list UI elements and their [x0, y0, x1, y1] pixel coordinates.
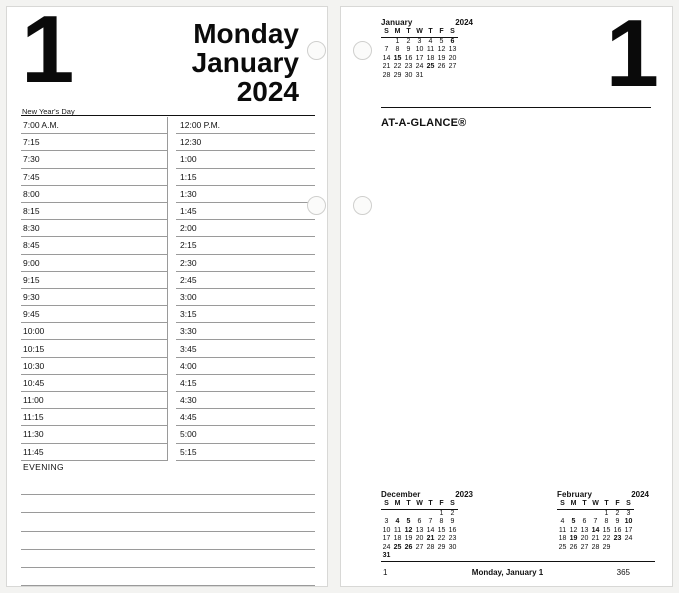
mini-cal-weekday: F [612, 500, 623, 509]
mini-cal-day [381, 509, 392, 518]
mini-cal-day[interactable]: 5 [406, 518, 411, 526]
notes-lines [21, 477, 315, 593]
appointment-slot-morning[interactable] [21, 272, 167, 289]
mini-cal-weekday: S [447, 28, 458, 37]
mini-cal-day[interactable]: 26 [569, 543, 578, 551]
mini-calendar-december [381, 491, 473, 560]
mini-cal-day[interactable]: 11 [393, 526, 402, 534]
mini-cal-day[interactable]: 6 [450, 37, 455, 45]
mini-cal-day[interactable]: 14 [426, 526, 435, 534]
mini-cal-day[interactable]: 15 [393, 54, 402, 62]
mini-cal-day[interactable]: 12 [437, 46, 446, 54]
mini-cal-day[interactable]: 2 [615, 509, 620, 517]
mini-cal-week [557, 527, 634, 535]
mini-cal-day[interactable]: 26 [437, 63, 446, 71]
appointment-slot-morning[interactable] [21, 426, 167, 443]
time-label: 5:00 [180, 429, 197, 440]
mini-calendar-february [557, 491, 649, 552]
mini-cal-week [381, 527, 458, 535]
time-label: 8:45 [23, 240, 40, 251]
date-heading [192, 19, 299, 106]
appointment-slot-morning[interactable] [21, 220, 167, 237]
appointment-slot-afternoon[interactable] [176, 117, 315, 134]
mini-cal-weekday: F [436, 500, 447, 509]
mini-cal-day[interactable]: 20 [448, 54, 457, 62]
mini-cal-day[interactable]: 14 [382, 54, 391, 62]
mini-cal-day [436, 552, 447, 560]
appointment-slot-afternoon[interactable] [176, 392, 315, 409]
mini-cal-day [403, 552, 414, 560]
mini-cal-day[interactable]: 1 [439, 509, 444, 517]
mini-cal-day[interactable]: 20 [415, 535, 424, 543]
mini-cal-day[interactable]: 27 [448, 63, 457, 71]
mini-calendar-january [381, 19, 473, 80]
time-label: 1:00 [180, 154, 197, 165]
mini-cal-day[interactable]: 21 [591, 535, 600, 543]
brand-divider [381, 107, 651, 108]
afternoon-column [168, 117, 315, 461]
time-label: 1:45 [180, 206, 197, 217]
mini-cal-day[interactable]: 9 [406, 46, 411, 54]
note-line[interactable] [21, 495, 315, 513]
appointment-slot-morning[interactable] [21, 289, 167, 306]
mini-cal-day[interactable]: 13 [415, 526, 424, 534]
appointment-slot-afternoon[interactable] [176, 203, 315, 220]
mini-cal-day[interactable]: 24 [382, 543, 391, 551]
footer-day-of-year: 365 [616, 568, 630, 577]
time-label: 4:15 [180, 377, 197, 388]
time-label: 10:15 [23, 343, 45, 354]
month-label: January [191, 47, 299, 79]
appointment-slot-afternoon[interactable] [176, 426, 315, 443]
mini-cal-day[interactable]: 28 [382, 71, 391, 79]
mini-cal-day [425, 72, 436, 80]
mini-cal-day[interactable]: 21 [382, 63, 391, 71]
appointment-slot-morning[interactable] [21, 358, 167, 375]
mini-cal-day [447, 72, 458, 80]
appointment-slot-morning[interactable] [21, 340, 167, 357]
mini-cal-week [557, 509, 634, 518]
punch-hole-icon [353, 196, 372, 215]
appointment-slot-afternoon[interactable] [176, 255, 315, 272]
time-label: 11:45 [23, 446, 44, 457]
mini-cal-day[interactable]: 7 [428, 518, 433, 526]
mini-cal-day[interactable]: 21 [426, 535, 435, 543]
time-label: 2:45 [180, 274, 197, 285]
mini-cal-day[interactable]: 27 [415, 543, 424, 551]
mini-cal-day[interactable]: 23 [613, 535, 622, 543]
mini-cal-day[interactable]: 8 [439, 518, 444, 526]
mini-cal-day[interactable]: 29 [602, 543, 611, 551]
appointment-slot-morning[interactable] [21, 151, 167, 168]
mini-cal-day [414, 509, 425, 518]
appointment-slot-morning[interactable] [21, 237, 167, 254]
time-label: 3:30 [180, 326, 197, 337]
mini-cal-day[interactable]: 14 [591, 526, 600, 534]
mini-cal-day[interactable]: 11 [558, 526, 567, 534]
mini-cal-weekday: W [414, 28, 425, 37]
time-label: 10:00 [23, 326, 45, 337]
mini-cal-day[interactable]: 22 [437, 535, 446, 543]
mini-cal-day[interactable]: 9 [615, 518, 620, 526]
appointment-slot-afternoon[interactable] [176, 323, 315, 340]
appointment-slot-morning[interactable] [21, 134, 167, 151]
time-label: 7:45 [23, 171, 40, 182]
mini-cal-week [557, 535, 634, 543]
mini-cal-week [381, 55, 458, 63]
time-label: 8:30 [23, 223, 40, 234]
mini-cal-day[interactable]: 6 [582, 518, 587, 526]
mini-cal-weekday: M [568, 500, 579, 509]
mini-cal-day[interactable]: 25 [393, 543, 402, 551]
time-label: 12:00 P.M. [180, 120, 221, 131]
footer-page-number: 1 [383, 568, 388, 577]
appointment-slot-afternoon[interactable] [176, 237, 315, 254]
appointment-slot-morning[interactable] [21, 409, 167, 426]
mini-cal-day [425, 552, 436, 560]
mini-cal-day [623, 544, 634, 552]
mini-cal-day[interactable]: 12 [404, 526, 413, 534]
mini-cal-day[interactable]: 8 [395, 46, 400, 54]
appointment-slot-morning[interactable] [21, 375, 167, 392]
mini-cal-day[interactable]: 30 [448, 543, 457, 551]
mini-cal-day[interactable]: 19 [404, 535, 413, 543]
mini-cal-day[interactable]: 26 [404, 543, 413, 551]
mini-cal-weekday: M [392, 500, 403, 509]
mini-cal-day [381, 37, 392, 46]
mini-cal-day [557, 509, 568, 518]
time-label: 12:30 [180, 137, 202, 148]
mini-cal-day[interactable]: 1 [395, 37, 400, 45]
mini-cal-day[interactable]: 19 [569, 535, 578, 543]
mini-cal-day[interactable]: 25 [426, 63, 435, 71]
time-label: 4:30 [180, 395, 197, 406]
mini-cal-weekday: T [601, 500, 612, 509]
mini-cal-day [414, 552, 425, 560]
time-label: 11:00 [23, 395, 44, 406]
mini-cal-weekday: W [414, 500, 425, 509]
mini-cal-day[interactable]: 11 [426, 46, 435, 54]
time-label: 7:00 A.M. [23, 120, 59, 131]
appointment-slot-afternoon[interactable] [176, 409, 315, 426]
time-label: 9:30 [23, 291, 40, 302]
mini-cal-day[interactable]: 12 [569, 526, 578, 534]
day-number-right: 1 [605, 0, 654, 107]
mini-cal-day[interactable]: 13 [580, 526, 589, 534]
mini-cal-day[interactable]: 30 [404, 71, 413, 79]
day-number-left: 1 [21, 0, 70, 103]
time-label: 9:45 [23, 309, 40, 320]
time-label: 10:30 [23, 360, 45, 371]
time-label: 11:30 [23, 429, 44, 440]
mini-cal-day[interactable]: 16 [613, 526, 622, 534]
mini-cal-week [381, 46, 458, 54]
mini-cal-day [579, 509, 590, 518]
mini-cal-day [436, 72, 447, 80]
time-label: 1:15 [180, 171, 197, 182]
mini-cal-year: 2024 [455, 18, 473, 27]
mini-cal-day[interactable]: 6 [417, 518, 422, 526]
footer-divider [381, 561, 655, 562]
evening-label: EVENING [23, 462, 65, 472]
mini-cal-day[interactable]: 5 [571, 518, 576, 526]
appointment-slot-morning[interactable] [21, 255, 167, 272]
mini-cal-day[interactable]: 22 [602, 535, 611, 543]
mini-cal-day[interactable]: 4 [395, 518, 400, 526]
mini-cal-day[interactable]: 8 [604, 518, 609, 526]
mini-cal-year: 2023 [455, 490, 473, 499]
mini-cal-day[interactable]: 18 [393, 535, 402, 543]
mini-cal-weekday: M [392, 28, 403, 37]
mini-cal-day[interactable]: 17 [415, 54, 424, 62]
mini-cal-month: February [557, 490, 593, 499]
time-label: 3:00 [180, 291, 197, 302]
note-line[interactable] [21, 532, 315, 550]
appointment-slot-afternoon[interactable] [176, 375, 315, 392]
mini-cal-weekday: T [403, 28, 414, 37]
time-label: 9:00 [23, 257, 40, 268]
mini-cal-day [403, 509, 414, 518]
appointment-slot-afternoon[interactable] [176, 358, 315, 375]
mini-cal-day[interactable]: 1 [604, 509, 609, 517]
appointment-slot-morning[interactable] [21, 444, 167, 461]
mini-cal-weekday: S [557, 500, 568, 509]
appointment-slot-morning[interactable] [21, 306, 167, 323]
punch-hole-icon [307, 41, 326, 60]
note-line[interactable] [21, 477, 315, 495]
time-label: 11:15 [23, 412, 44, 423]
appointment-slot-afternoon[interactable] [176, 151, 315, 168]
punch-hole-icon [353, 41, 372, 60]
mini-cal-day[interactable]: 13 [448, 46, 457, 54]
appointment-slot-afternoon[interactable] [176, 272, 315, 289]
mini-cal-day[interactable]: 17 [624, 526, 633, 534]
mini-cal-week [381, 518, 458, 526]
time-label: 7:30 [23, 154, 40, 165]
mini-cal-day [425, 509, 436, 518]
mini-cal-weekday: W [590, 500, 601, 509]
appointment-slot-afternoon[interactable] [176, 220, 315, 237]
punch-hole-icon [307, 196, 326, 215]
time-label: 7:15 [23, 137, 40, 148]
holiday-label: New Year's Day [22, 107, 75, 116]
appointment-slot-morning[interactable] [21, 186, 167, 203]
appointment-slot-morning[interactable] [21, 203, 167, 220]
mini-cal-weekday: T [425, 28, 436, 37]
note-line[interactable] [21, 568, 315, 586]
mini-cal-day [590, 509, 601, 518]
footer-date: Monday, January 1 [471, 568, 544, 577]
appointment-slot-afternoon[interactable] [176, 289, 315, 306]
year-label: 2024 [236, 76, 299, 108]
mini-cal-day[interactable]: 28 [591, 543, 600, 551]
time-label: 10:45 [23, 377, 45, 388]
mini-cal-day[interactable]: 4 [560, 518, 565, 526]
time-label: 4:00 [180, 360, 197, 371]
appointment-slot-morning[interactable] [21, 117, 167, 134]
mini-cal-day[interactable]: 19 [437, 54, 446, 62]
brand-logo: AT-A-GLANCE® [381, 117, 467, 129]
mini-cal-day[interactable]: 7 [593, 518, 598, 526]
appointment-slot-afternoon[interactable] [176, 306, 315, 323]
note-line[interactable] [21, 513, 315, 531]
mini-cal-month: December [381, 490, 421, 499]
mini-cal-day[interactable]: 29 [393, 71, 402, 79]
mini-cal-day[interactable]: 5 [439, 37, 444, 45]
mini-cal-day [392, 552, 403, 560]
mini-cal-year: 2024 [631, 490, 649, 499]
mini-cal-day [568, 509, 579, 518]
mini-cal-day[interactable]: 2 [406, 37, 411, 45]
mini-cal-day[interactable]: 7 [384, 46, 389, 54]
mini-cal-weekday: T [425, 500, 436, 509]
mini-cal-day[interactable]: 29 [437, 543, 446, 551]
mini-cal-week [557, 544, 634, 552]
morning-column [21, 117, 168, 461]
mini-cal-weekday: S [623, 500, 634, 509]
mini-cal-week [381, 63, 458, 71]
mini-cal-week [381, 544, 458, 552]
mini-cal-day[interactable]: 18 [558, 535, 567, 543]
appointment-slot-morning[interactable] [21, 392, 167, 409]
mini-cal-month: January [381, 18, 413, 27]
mini-cal-day[interactable]: 10 [415, 46, 424, 54]
mini-cal-day[interactable]: 9 [450, 518, 455, 526]
mini-cal-week [381, 552, 458, 560]
mini-cal-day[interactable]: 25 [558, 543, 567, 551]
mini-cal-day[interactable]: 31 [415, 71, 424, 79]
mini-cal-day[interactable]: 17 [382, 535, 391, 543]
time-label: 1:30 [180, 188, 197, 199]
time-label: 2:30 [180, 257, 197, 268]
mini-cal-weekday: S [381, 28, 392, 37]
mini-cal-day[interactable]: 31 [382, 551, 391, 559]
time-label: 9:15 [23, 274, 40, 285]
appointment-slot-afternoon[interactable] [176, 169, 315, 186]
appointment-slot-afternoon[interactable] [176, 340, 315, 357]
mini-cal-weekday: S [381, 500, 392, 509]
mini-cal-day[interactable]: 3 [417, 37, 422, 45]
mini-cal-week [557, 518, 634, 526]
mini-cal-weekday: T [403, 500, 414, 509]
mini-cal-day[interactable]: 4 [428, 37, 433, 45]
mini-cal-day[interactable]: 24 [624, 535, 633, 543]
mini-cal-day[interactable]: 23 [404, 63, 413, 71]
time-label: 4:45 [180, 412, 197, 423]
mini-cal-day[interactable]: 16 [404, 54, 413, 62]
time-label: 2:00 [180, 223, 197, 234]
appointment-slot-afternoon[interactable] [176, 134, 315, 151]
mini-cal-day[interactable]: 16 [448, 526, 457, 534]
time-label: 3:45 [180, 343, 197, 354]
mini-cal-week [381, 535, 458, 543]
mini-cal-day[interactable]: 2 [450, 509, 455, 517]
mini-cal-day[interactable]: 23 [448, 535, 457, 543]
mini-cal-day[interactable]: 15 [437, 526, 446, 534]
appointment-slot-morning[interactable] [21, 169, 167, 186]
note-line[interactable] [21, 586, 315, 593]
mini-cal-weekday: S [447, 500, 458, 509]
time-label: 2:15 [180, 240, 197, 251]
mini-cal-day[interactable]: 22 [393, 63, 402, 71]
time-label: 5:15 [180, 446, 197, 457]
appointment-grid [21, 117, 315, 461]
weekday-label: Monday [193, 18, 299, 49]
time-label: 3:15 [180, 309, 197, 320]
mini-cal-day [447, 552, 458, 560]
mini-cal-day[interactable]: 3 [626, 509, 631, 517]
note-line[interactable] [21, 550, 315, 568]
mini-cal-weekday: F [436, 28, 447, 37]
appointment-slot-afternoon[interactable] [176, 444, 315, 461]
mini-cal-day [392, 509, 403, 518]
mini-cal-day[interactable]: 3 [384, 518, 389, 526]
mini-cal-week [381, 37, 458, 46]
planner-page-left [6, 0, 328, 587]
mini-cal-day[interactable]: 15 [602, 526, 611, 534]
mini-cal-day[interactable]: 27 [580, 543, 589, 551]
mini-cal-day[interactable]: 20 [580, 535, 589, 543]
planner-page-right [340, 0, 673, 587]
time-label: 8:15 [23, 206, 40, 217]
mini-cal-day[interactable]: 28 [426, 543, 435, 551]
mini-cal-day[interactable]: 10 [382, 526, 391, 534]
appointment-slot-afternoon[interactable] [176, 186, 315, 203]
mini-cal-day[interactable]: 24 [415, 63, 424, 71]
mini-cal-day [612, 544, 623, 552]
mini-cal-week [381, 72, 458, 80]
header-divider [21, 115, 315, 116]
mini-cal-week [381, 509, 458, 518]
mini-cal-weekday: T [579, 500, 590, 509]
time-label: 8:00 [23, 188, 40, 199]
mini-cal-day[interactable]: 18 [426, 54, 435, 62]
appointment-slot-morning[interactable] [21, 323, 167, 340]
mini-cal-day[interactable]: 10 [624, 518, 633, 526]
